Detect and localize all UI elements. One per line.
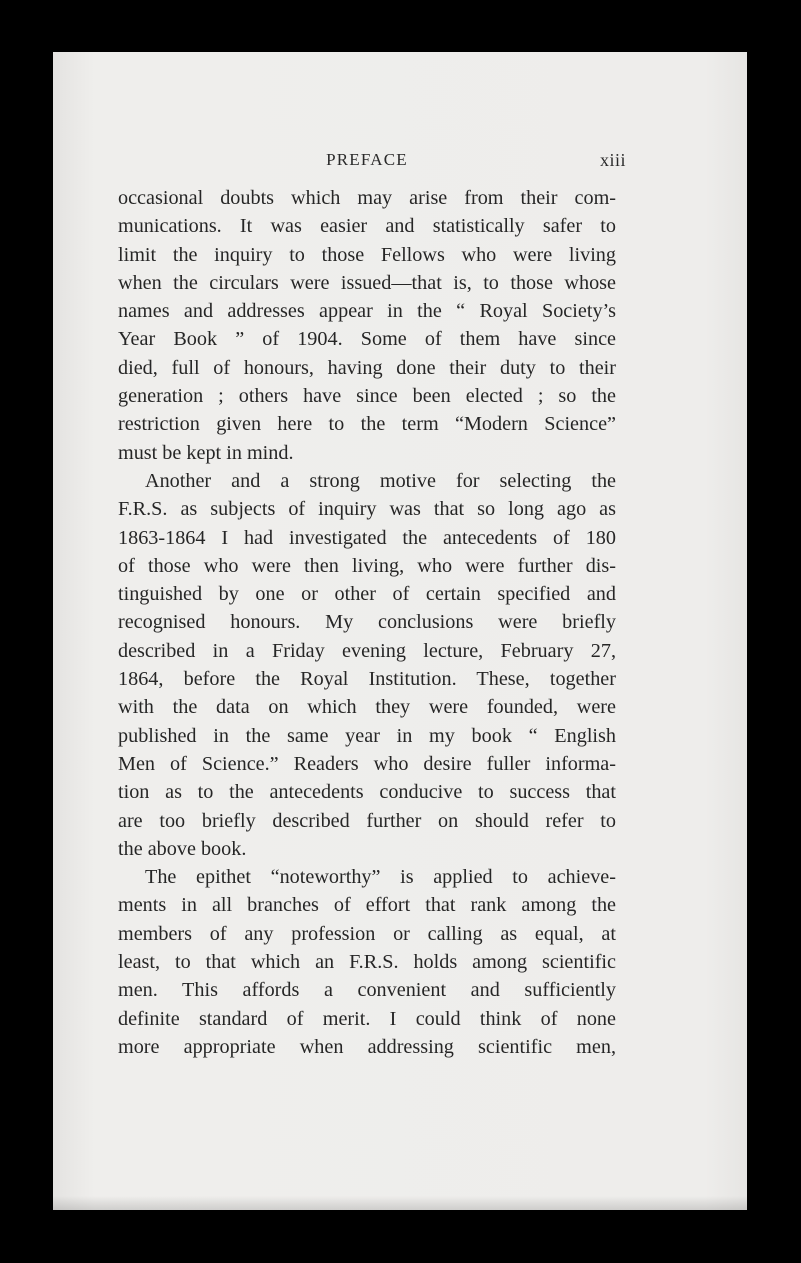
text-line: published in the same year in my book “ English: [118, 724, 616, 747]
text-line: more appropriate when addressing scientific men,: [118, 1035, 616, 1058]
text-line: The epithet “noteworthy” is applied to achieve-: [145, 866, 616, 889]
text-line: F.R.S. as subjects of inquiry was that so long ago as: [118, 498, 616, 521]
text-line: Year Book ” of 1904. Some of them have since: [118, 328, 616, 351]
text-line: when the circulars were issued—that is, to those whose: [118, 271, 616, 294]
text-line: names and addresses appear in the “ Royal Society’s: [118, 300, 616, 323]
text-line: occasional doubts which may arise from their com-: [118, 187, 616, 209]
running-head: [118, 150, 626, 172]
book-page: [53, 52, 747, 1210]
text-line: men. This affords a convenient and sufficiently: [118, 979, 616, 1002]
text-line: recognised honours. My conclusions were briefly: [118, 611, 616, 634]
text-line: tinguished by one or other of certain specified and: [118, 583, 616, 606]
text-line: 1863-1864 I had investigated the antecedents of 180: [118, 526, 616, 549]
text-line: with the data on which they were founded, were: [118, 696, 616, 719]
text-line: Men of Science.” Readers who desire fuller informa-: [118, 752, 616, 775]
text-line: least, to that which an F.R.S. holds among scientific: [118, 951, 616, 974]
text-line: must be kept in mind.: [118, 441, 294, 464]
body-text: [118, 184, 616, 1061]
text-line: generation ; others have since been elected ; so the: [118, 385, 616, 408]
text-line: of those who were then living, who were further dis-: [118, 554, 616, 577]
text-line: died, full of honours, having done their duty to their: [118, 356, 616, 379]
running-title: PREFACE: [326, 150, 408, 169]
text-line: munications. It was easier and statistically safer to: [118, 215, 616, 238]
text-line: ments in all branches of effort that rank among the: [118, 894, 616, 917]
text-line: are too briefly described further on should refer to: [118, 809, 616, 832]
text-line: 1864, before the Royal Institution. These, together: [118, 668, 616, 691]
text-line: members of any profession or calling as equal, at: [118, 922, 616, 945]
page-bottom-shadow: [53, 1196, 747, 1210]
text-line: tion as to the antecedents conducive to success that: [118, 781, 616, 804]
text-line: the above book.: [118, 837, 247, 860]
text-line: restriction given here to the term “Modern Science”: [118, 413, 616, 436]
text-line: described in a Friday evening lecture, February 27,: [118, 639, 616, 662]
page-number: xiii: [599, 150, 626, 170]
text-line: Another and a strong motive for selecting the: [145, 469, 616, 492]
text-line: definite standard of merit. I could think of none: [118, 1007, 616, 1030]
text-line: limit the inquiry to those Fellows who were living: [118, 243, 616, 266]
